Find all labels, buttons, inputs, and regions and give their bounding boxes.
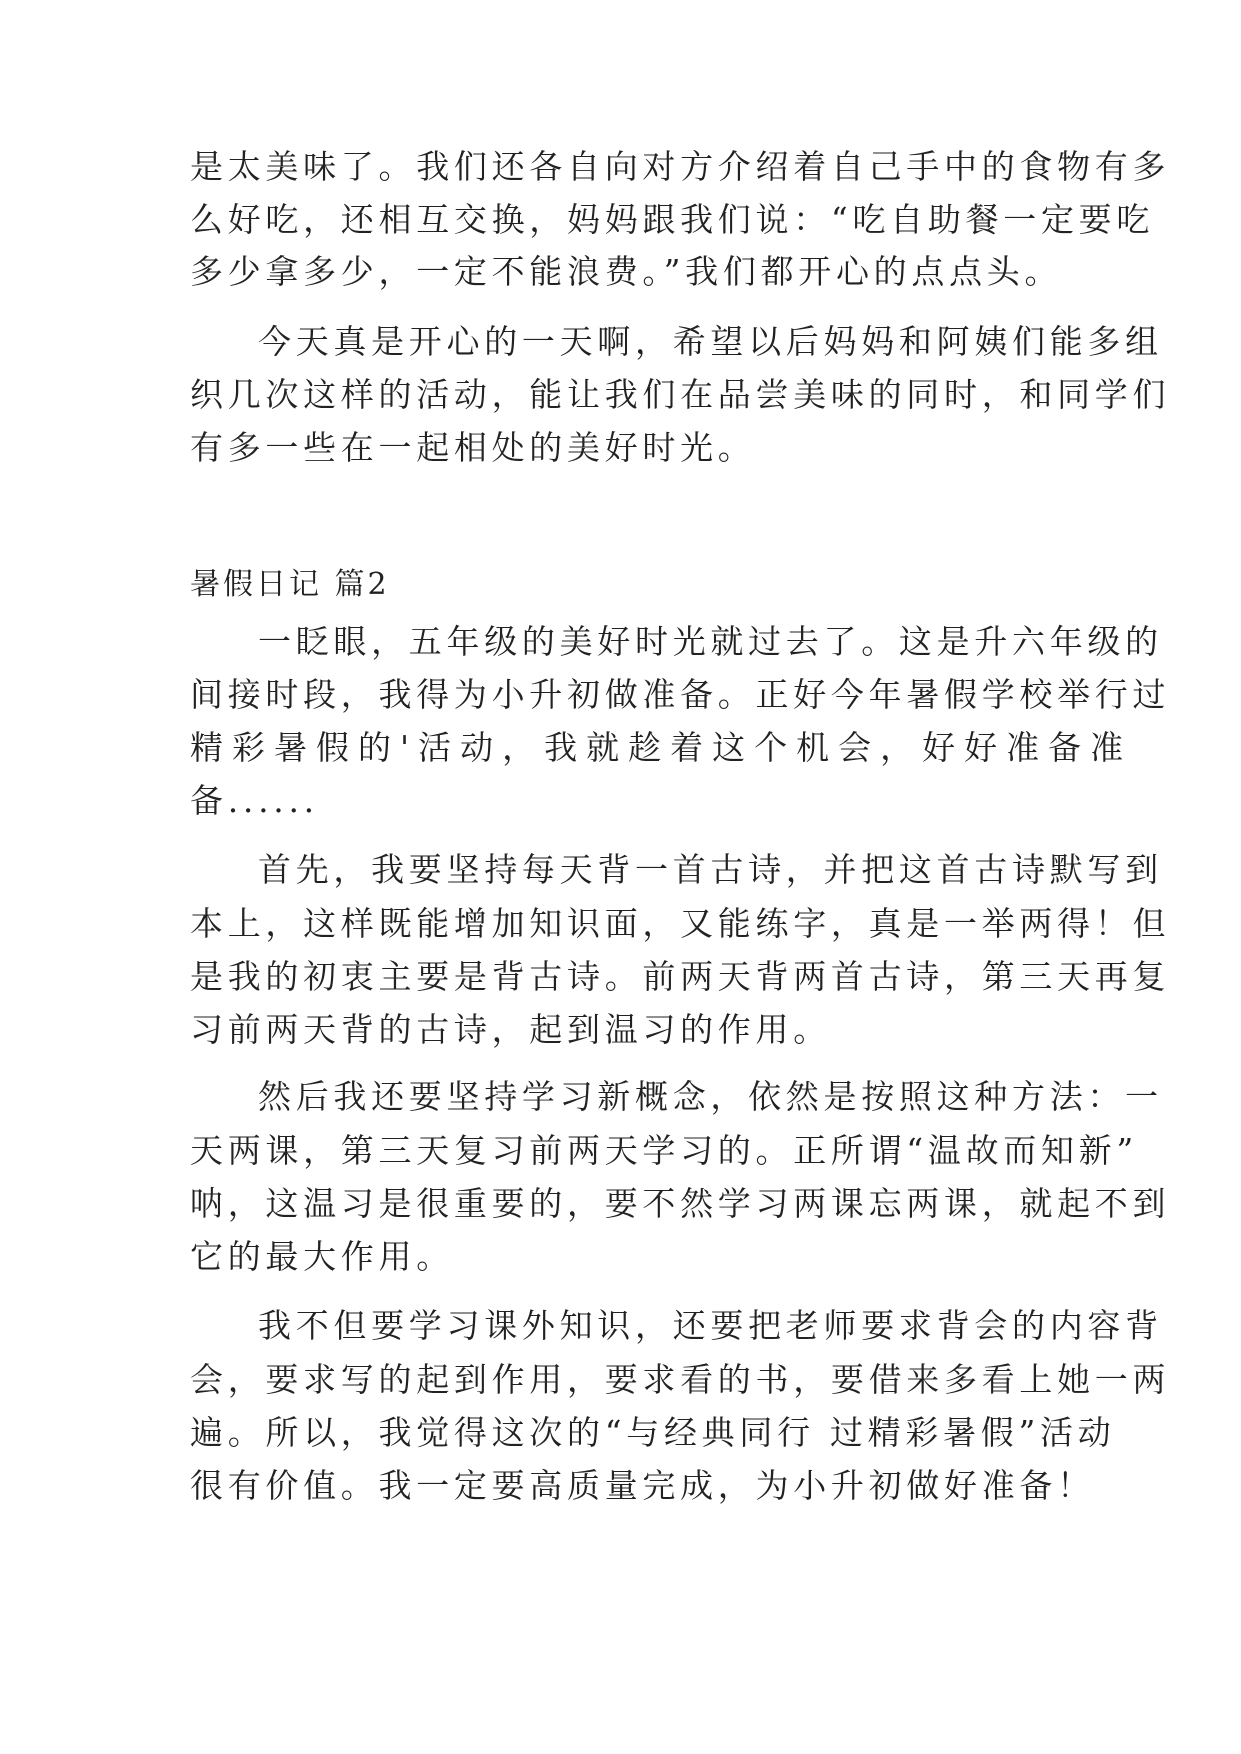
- text-line: 天两课，第三天复习前两天学习的。正所谓“温故而知新”: [190, 1131, 1138, 1170]
- text-line: 习前两天背的古诗，起到温习的作用。: [190, 1010, 831, 1049]
- text-line: 一眨眼，五年级的美好时光就过去了。这是升六年级的: [258, 622, 1163, 661]
- text-line: 首先，我要坚持每天背一首古诗，并把这首古诗默写到: [258, 850, 1163, 889]
- section-heading: 暑假日记 篇2: [190, 567, 390, 602]
- text-line: 是我的初衷主要是背古诗。前两天背两首古诗，第三天再复: [190, 957, 1171, 996]
- text-line: 很有价值。我一定要高质量完成，为小升初做好准备！: [190, 1466, 1095, 1505]
- text-line: 本上，这样既能增加知识面，又能练字，真是一举两得！但: [190, 904, 1171, 943]
- text-line: 它的最大作用。: [190, 1237, 454, 1276]
- text-line: 今天真是开心的一天啊，希望以后妈妈和阿姨们能多组: [258, 322, 1163, 361]
- text-line: 精彩暑假的'活动，我就趁着这个机会，好好准备准: [190, 728, 1133, 767]
- text-line: 间接时段，我得为小升初做准备。正好今年暑假学校举行过: [190, 675, 1171, 714]
- text-line: 织几次这样的活动，能让我们在品尝美味的同时，和同学们: [190, 375, 1171, 414]
- text-line: 我不但要学习课外知识，还要把老师要求背会的内容背: [258, 1306, 1163, 1345]
- text-line: 么好吃，还相互交换，妈妈跟我们说：“吃自助餐一定要吃: [190, 200, 1155, 239]
- text-line: 多少拿多少，一定不能浪费。”我们都开心的点点头。: [190, 252, 1063, 291]
- text-line: 是太美味了。我们还各自向对方介绍着自己手中的食物有多: [190, 147, 1171, 186]
- text-line: 备......: [190, 781, 319, 820]
- text-line: 呐，这温习是很重要的，要不然学习两课忘两课，就起不到: [190, 1184, 1171, 1223]
- text-line: 然后我还要坚持学习新概念，依然是按照这种方法：一: [258, 1077, 1163, 1116]
- text-line: 遍。所以，我觉得这次的“与经典同行 过精彩暑假”活动: [190, 1413, 1116, 1452]
- text-line: 有多一些在一起相处的美好时光。: [190, 428, 756, 467]
- text-line: 会，要求写的起到作用，要求看的书，要借来多看上她一两: [190, 1360, 1171, 1399]
